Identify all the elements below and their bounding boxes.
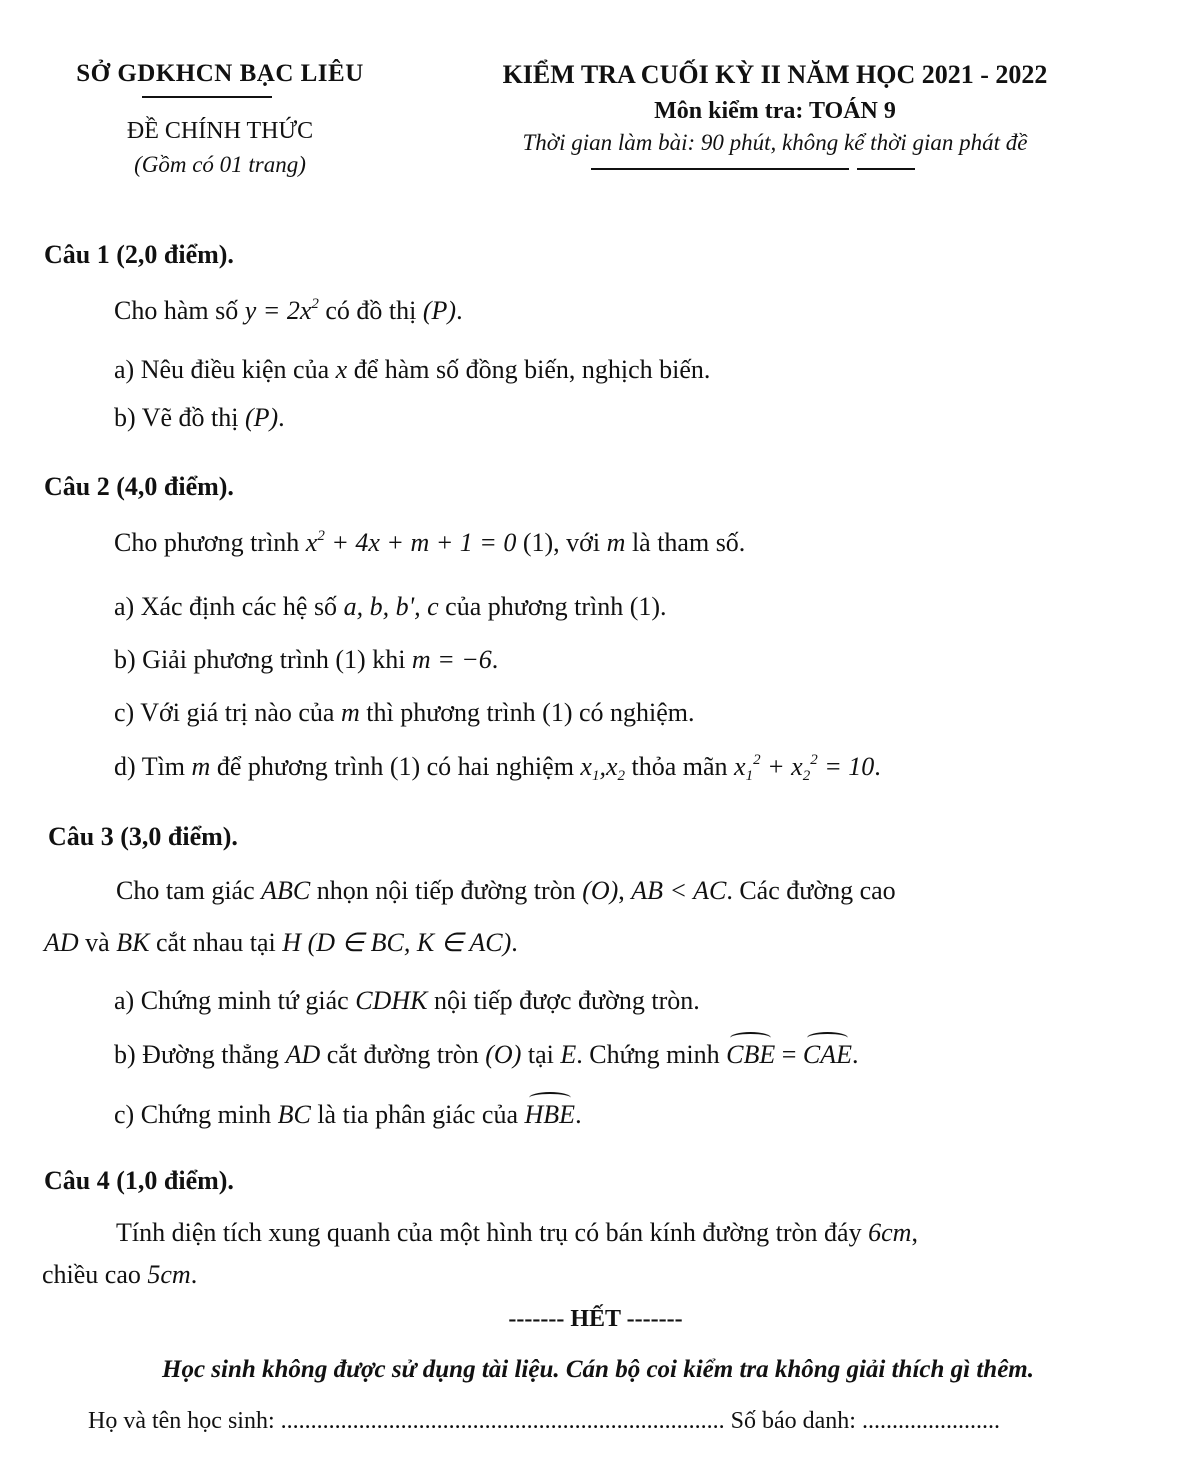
text: . [190,1260,198,1289]
variable: m [340,698,360,727]
subscript: 2 [617,768,626,784]
text: của phương trình (1). [438,592,667,621]
text: = [775,1040,803,1069]
text: . [278,403,285,432]
angle-cbe: CBE [726,1040,776,1069]
triangle-name: ABC [261,876,311,905]
text: Đường thẳng [142,1040,286,1069]
text: . [874,752,881,781]
exam-note: Học sinh không được sử dụng tài liệu. Cán bộ coi kiểm tra không giải thích gì thêm. [162,1356,1034,1383]
equation-number: (1) [516,528,554,557]
height-value: 5cm [147,1260,191,1289]
part-label: d) [114,752,136,781]
text: , với [553,528,607,557]
question-4-title: Câu 4 (1,0 điểm). [44,1166,234,1195]
root-var: x [791,752,803,781]
quadrilateral-name: CDHK [355,986,428,1015]
text: Chứng minh [140,1100,278,1129]
question-4-line-2 [42,1260,197,1290]
question-2-part-c [114,698,695,728]
text: . Các đường cao [726,876,896,905]
text: nội tiếp được đường tròn. [427,986,700,1015]
text: + [760,752,792,781]
question-1-part-b [114,403,285,433]
circle-name: (O) [485,1040,522,1069]
part-label: c) [114,1100,135,1129]
text: . [511,928,518,957]
question-3-title: Câu 3 (3,0 điểm). [48,822,238,851]
segment: AD [44,928,79,957]
text: , [911,1218,918,1247]
part-label: b) [114,1040,136,1069]
exam-subject: Môn kiểm tra: TOÁN 9 [654,98,896,124]
organization-underline [142,96,272,98]
student-info-line [88,1408,1000,1435]
text: Với giá trị nào của [140,698,341,727]
question-1-part-a [114,355,710,385]
text: thì phương trình (1) có nghiệm. [359,698,695,727]
part-label: a) [114,355,135,384]
exam-duration: Thời gian làm bài: 90 phút, không kể thời gian phát đề [522,130,1028,155]
text: tại [521,1040,561,1069]
coefficients: a, b, b', c [343,592,439,621]
subscript: 2 [802,768,811,784]
text: để hàm số đồng biến, nghịch biến. [347,355,711,384]
inequality: AB < AC [631,876,727,905]
question-3-part-c [114,1100,582,1130]
roots [580,752,626,784]
question-3-part-a [114,986,700,1016]
question-1-intro [114,296,463,326]
end-mark: ------- HẾT ------- [508,1306,683,1332]
text: Chứng minh tứ giác [140,986,356,1015]
text: cắt nhau tại [149,928,283,957]
question-2-part-d [114,752,881,782]
condition: (D ∈ BC, K ∈ AC) [301,928,512,957]
part-label: c) [114,698,135,727]
student-id-field[interactable]: ....................... [861,1408,1000,1434]
angle-hbe: HBE [524,1100,576,1129]
equation-exponent: 2 [317,528,325,544]
equation-var: x [305,528,318,557]
variable: x [335,355,348,384]
equation-rest: + 4x + m + 1 = 0 [324,528,517,557]
exponent: 2 [810,752,818,768]
text: Cho phương trình [114,528,306,557]
text: có đồ thị [318,296,423,325]
text: = 10 [817,752,875,781]
question-2-title: Câu 2 (4,0 điểm). [44,472,234,501]
text: . [456,296,463,325]
circle-name: (O) [582,876,619,905]
text: , [618,876,632,905]
segment: AD [285,1040,321,1069]
graph-name: (P) [422,296,457,325]
question-3-intro-line-2 [44,928,518,958]
root-var: x [734,752,746,781]
text: Tìm [141,752,192,781]
text: nhọn nội tiếp đường tròn [310,876,583,905]
subscript: 1 [591,768,600,784]
text: . Chứng minh [576,1040,727,1069]
question-1-title: Câu 1 (2,0 điểm). [44,240,234,269]
text: Cho tam giác [116,876,262,905]
text: Vẽ đồ thị [141,403,245,432]
variable: m [191,752,211,781]
student-name-label: Họ và tên học sinh: [88,1408,281,1434]
duration-underline [591,168,849,170]
segment: BK [116,928,150,957]
text: thỏa mãn [625,752,735,781]
subscript: 1 [745,768,754,784]
question-3-intro-line-1 [116,876,896,906]
formula-exponent: 2 [311,296,319,312]
question-2-intro [114,528,745,558]
root-var: x [605,752,618,781]
question-2-part-a [114,592,667,622]
text: . [491,645,499,674]
text: là tia phân giác của [310,1100,525,1129]
text: là tham số. [625,528,746,557]
official-label: ĐỀ CHÍNH THỨC [126,118,314,144]
function-formula [245,296,319,325]
formula-base: y = 2x [244,296,312,325]
part-label: a) [114,592,135,621]
question-3-part-b [114,1040,859,1070]
student-id-label: Số báo danh: [724,1408,862,1434]
text: , [599,752,606,781]
part-label: a) [114,986,135,1015]
text: Giải phương trình (1) khi [142,645,412,674]
equation [306,528,517,557]
text: Xác định các hệ số [140,592,344,621]
variable: m [606,528,626,557]
student-name-field[interactable]: .......................................................................... [280,1408,725,1434]
text: . [575,1100,582,1129]
text: để phương trình (1) có hai nghiệm [210,752,581,781]
point: H [282,928,302,957]
duration-underline-short [857,168,915,170]
text: và [78,928,117,957]
page-count: (Gồm có 01 trang) [134,152,306,177]
graph-name: (P) [244,403,279,432]
text: Nêu điều kiện của [140,355,336,384]
segment: BC [277,1100,311,1129]
exponent: 2 [753,752,761,768]
question-2-part-b [114,645,498,675]
root-condition [734,752,875,784]
question-4-line-1 [116,1218,918,1248]
angle-cae: CAE [802,1040,853,1069]
point: E [560,1040,577,1069]
text: Tính diện tích xung quanh của một hình trụ có bán kính đường tròn đáy [116,1218,869,1247]
condition: m = −6 [411,645,492,674]
text: Cho hàm số [114,296,245,325]
organization-name: SỞ GDKHCN BẠC LIÊU [76,60,364,87]
radius-value: 6cm [868,1218,912,1247]
exam-title: KIỂM TRA CUỐI KỲ II NĂM HỌC 2021 - 2022 [502,60,1048,89]
root-var: x [580,752,592,781]
part-label: b) [114,403,136,432]
text: chiều cao [42,1260,148,1289]
part-label: b) [114,645,136,674]
text: cắt đường tròn [320,1040,486,1069]
text: . [852,1040,859,1069]
